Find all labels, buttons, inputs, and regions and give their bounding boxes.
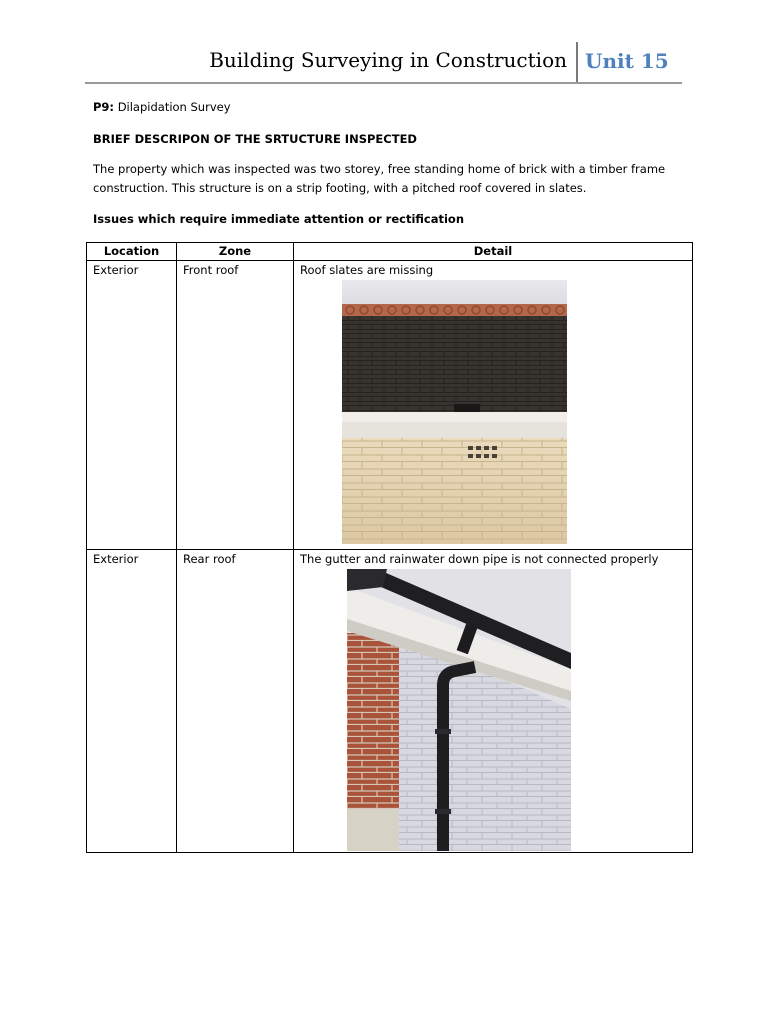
structure-description: The property which was inspected was two storey, free standing home of brick with a timber frame construction. This structure is on a strip footing, with a pitched roof covered in slates. xyxy=(93,162,666,195)
roof-slates-photo xyxy=(342,280,567,544)
detail-text: The gutter and rainwater down pipe is not connected properly xyxy=(300,552,659,566)
column-header-zone: Zone xyxy=(177,243,294,261)
zone-cell: Front roof xyxy=(177,261,294,550)
document-title: Building Surveying in Construction xyxy=(209,48,567,72)
unit-label: Unit 15 xyxy=(585,49,669,73)
zone-cell: Rear roof xyxy=(177,550,294,853)
location-cell: Exterior xyxy=(87,550,177,853)
column-header-detail: Detail xyxy=(294,243,693,261)
table-row xyxy=(87,550,693,853)
section-name: Dilapidation Survey xyxy=(117,100,231,114)
header-divider xyxy=(576,42,578,82)
table-header-row xyxy=(87,243,693,261)
table-row xyxy=(87,261,693,550)
section-label: P9: xyxy=(93,100,115,114)
detail-text: Roof slates are missing xyxy=(300,263,434,277)
section-title xyxy=(93,98,231,117)
brief-heading: BRIEF DESCRIPON OF THE SRTUCTURE INSPECTED xyxy=(93,132,417,146)
page-header xyxy=(85,40,682,84)
column-header-location: Location xyxy=(87,243,177,261)
detail-cell xyxy=(294,261,693,550)
detail-cell xyxy=(294,550,693,853)
gutter-downpipe-photo xyxy=(347,569,571,851)
location-cell: Exterior xyxy=(87,261,177,550)
issues-heading: Issues which require immediate attention or rectification xyxy=(93,212,465,226)
issues-table xyxy=(86,242,693,853)
